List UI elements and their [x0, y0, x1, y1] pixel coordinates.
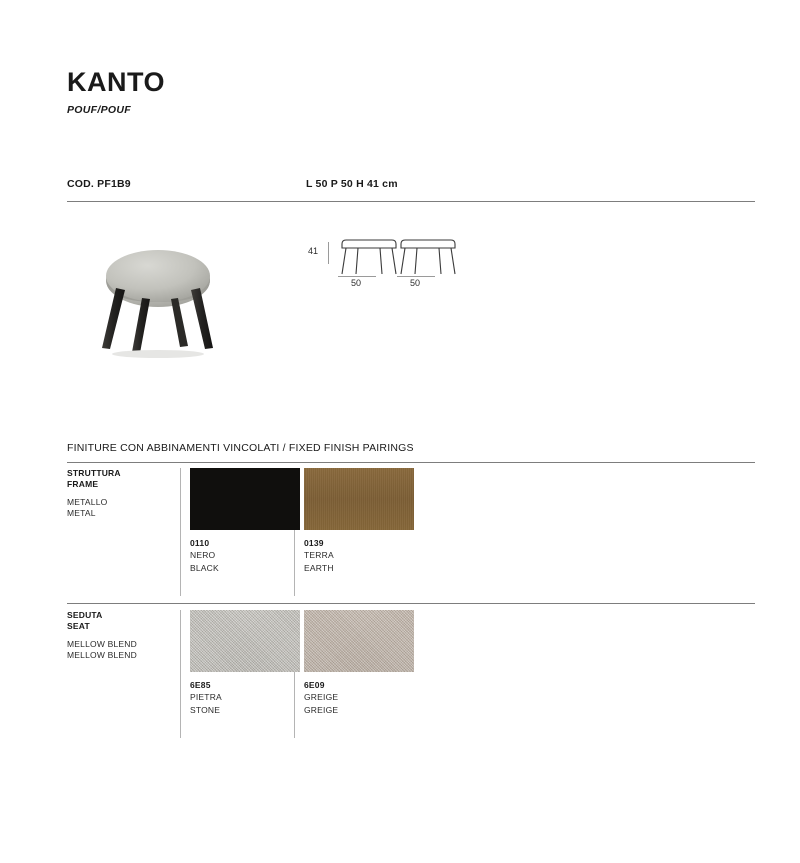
pouf-illustration: [80, 230, 240, 360]
swatch-meta: [304, 679, 414, 716]
divider-seat-top: [67, 603, 755, 604]
group-label-it: STRUTTURA: [67, 468, 121, 478]
swatch-item[interactable]: [304, 610, 414, 716]
page-title: KANTO: [67, 67, 166, 97]
swatch-color-6E09[interactable]: [304, 610, 414, 672]
tech-height-label: 41: [308, 246, 319, 256]
group-material-it: MELLOW BLEND: [67, 639, 137, 649]
tech-side-width: 50: [409, 278, 420, 288]
group-label-seat: [67, 610, 182, 633]
group-material-frame: [67, 497, 182, 520]
group-material-en: METAL: [67, 508, 96, 519]
divider-finishes-top: [67, 462, 755, 463]
swatch-color-0139[interactable]: [304, 468, 414, 530]
group-label-it: SEDUTA: [67, 610, 103, 620]
tech-line-drawings: [330, 228, 510, 276]
divider-code: [67, 201, 755, 202]
tech-height-rule: [328, 242, 329, 264]
swatch-name-it: TERRA: [304, 550, 334, 561]
tech-front-underline: [338, 276, 376, 277]
swatch-code: 0110: [190, 538, 210, 548]
swatch-color-0110[interactable]: [190, 468, 300, 530]
swatch-name-en: STONE: [190, 704, 221, 715]
swatch-code: 6E85: [190, 680, 211, 690]
swatch-code: 6E09: [304, 680, 325, 690]
group-material-en: MELLOW BLEND: [67, 650, 137, 661]
swatch-color-6E85[interactable]: [190, 610, 300, 672]
swatch-name-en: GREIGE: [304, 704, 339, 715]
group-label-frame: [67, 468, 182, 491]
group-label-en: FRAME: [67, 479, 99, 490]
product-subtitle: POUF/POUF: [67, 103, 131, 116]
group-material-seat: [67, 639, 182, 662]
swatch-name-en: EARTH: [304, 562, 334, 573]
group-label-en: SEAT: [67, 621, 90, 632]
swatch-item[interactable]: [190, 468, 300, 574]
swatch-name-en: BLACK: [190, 562, 219, 573]
swatch-meta: [304, 537, 414, 574]
tech-side-underline: [397, 276, 435, 277]
swatch-name-it: NERO: [190, 550, 216, 561]
title-block: [67, 68, 165, 116]
swatch-name-it: PIETRA: [190, 692, 222, 703]
tech-front-width: 50: [350, 278, 361, 288]
swatch-item[interactable]: [304, 468, 414, 574]
swatch-code: 0139: [304, 538, 324, 548]
swatch-divider: [180, 610, 181, 738]
swatch-item[interactable]: [190, 610, 300, 716]
technical-drawings: [300, 228, 480, 303]
swatch-meta: [190, 537, 300, 574]
swatch-name-it: GREIGE: [304, 692, 339, 703]
swatch-meta: [190, 679, 300, 716]
group-material-it: METALLO: [67, 497, 108, 507]
swatch-divider: [180, 468, 181, 596]
finishes-heading: FINITURE CON ABBINAMENTI VINCOLATI / FIXED FINISH PAIRINGS: [67, 442, 414, 454]
product-code: COD. PF1B9: [67, 178, 131, 190]
product-dimensions: L 50 P 50 H 41 cm: [306, 178, 398, 190]
product-photo: [80, 230, 240, 360]
